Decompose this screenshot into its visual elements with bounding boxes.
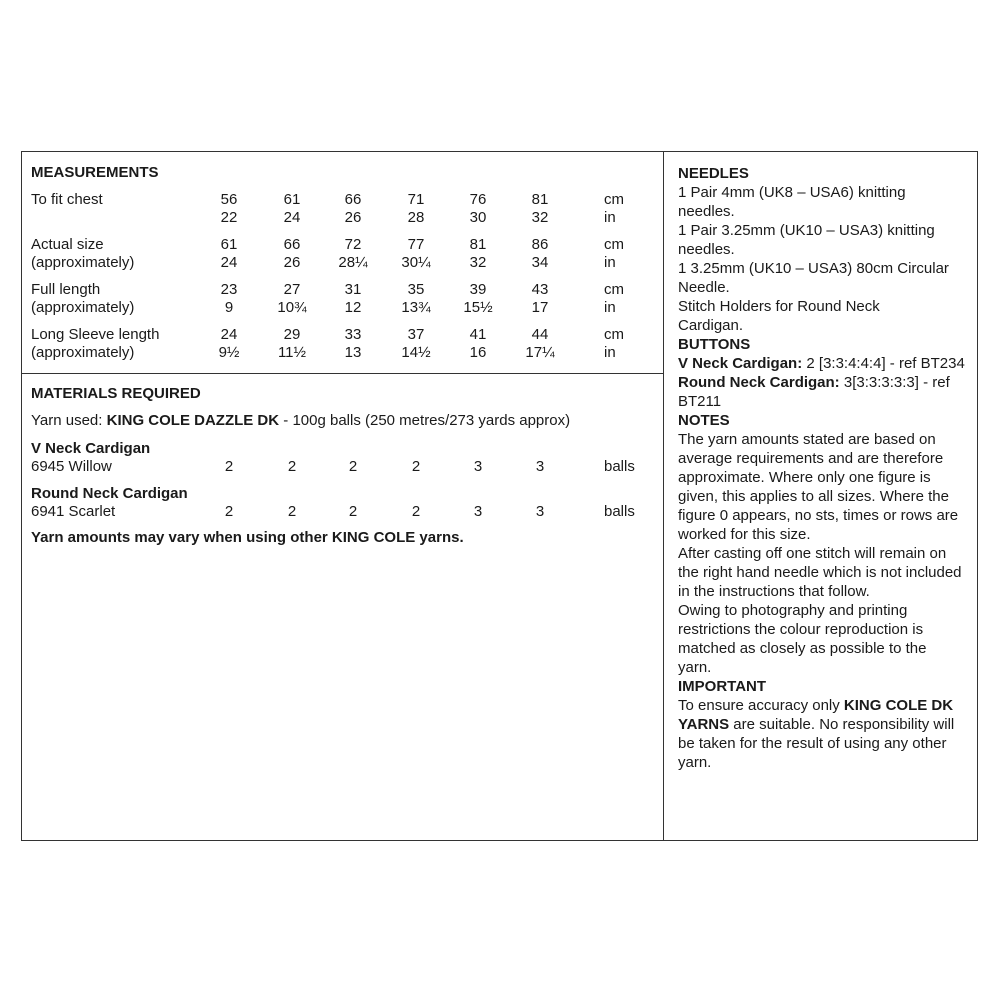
material-heading: V Neck Cardigan (31, 440, 151, 457)
right-column (678, 164, 978, 772)
measurement-in-value: 34 (531, 254, 549, 271)
measurement-cm-value: 61 (220, 236, 238, 253)
measurement-label: Full length (31, 281, 101, 298)
unit-in-label: in (604, 209, 616, 226)
notes-paragraph-2: After casting off one stitch will remain on the right hand needle which is not included in the instructions that follow. (678, 545, 962, 600)
material-balls-value: 3 (535, 503, 545, 520)
measurement-in-value: 16 (469, 344, 487, 361)
pattern-info-box (21, 151, 978, 841)
section-divider (22, 373, 663, 374)
measurement-label: Long Sleeve length (31, 326, 160, 343)
unit-cm-label: cm (604, 281, 624, 298)
buttons-item-2 (678, 373, 978, 411)
measurement-cm-value: 24 (220, 326, 238, 343)
notes-title: NOTES (678, 412, 730, 429)
unit-in-label: in (604, 254, 616, 271)
measurement-in-value: 13 (344, 344, 362, 361)
material-shade: 6945 Willow (31, 458, 112, 475)
needles-line-3: 1 3.25mm (UK10 – USA3) 80cm Circular Needle. (678, 260, 949, 296)
measurement-cm-value: 29 (283, 326, 301, 343)
yarn-name: KING COLE DAZZLE DK (106, 412, 280, 429)
unit-cm-label: cm (604, 236, 624, 253)
material-balls-value: 2 (287, 503, 297, 520)
unit-in-label: in (604, 344, 616, 361)
measurement-label: To fit chest (31, 191, 103, 208)
measurement-in-value: 30 (469, 209, 487, 226)
material-balls-value: 2 (348, 503, 358, 520)
needles-title: NEEDLES (678, 165, 749, 182)
buttons-item-1-label: V Neck Cardigan: (678, 355, 803, 372)
measurement-cm-value: 66 (344, 191, 362, 208)
measurement-cm-value: 37 (407, 326, 425, 343)
measurement-in-value: 24 (283, 209, 301, 226)
notes-paragraph-1: The yarn amounts stated are based on average requirements and are therefore approximate. Where only one figure is given, this applies to all sizes. Where the figure 0 appears, no sts, times or rows are worked for this size. (678, 431, 959, 543)
material-shade: 6941 Scarlet (31, 503, 116, 520)
measurement-in-value: 32 (531, 209, 549, 226)
measurement-in-value: 10¾ (277, 299, 307, 316)
measurement-cm-value: 23 (220, 281, 238, 298)
measurement-cm-value: 81 (469, 236, 487, 253)
important-prefix: To ensure accuracy only (678, 697, 844, 714)
measurement-in-value: 13¾ (401, 299, 431, 316)
measurement-in-value: 15½ (463, 299, 493, 316)
measurement-in-value: 17¼ (525, 344, 555, 361)
measurement-in-value: 28 (407, 209, 425, 226)
material-balls-value: 2 (224, 458, 234, 475)
measurement-cm-value: 33 (344, 326, 362, 343)
measurement-cm-value: 72 (344, 236, 362, 253)
measurement-cm-value: 66 (283, 236, 301, 253)
unit-cm-label: cm (604, 326, 624, 343)
measurement-in-value: 32 (469, 254, 487, 271)
needles-line-4: Stitch Holders for Round Neck Cardigan. (678, 298, 880, 334)
measurement-in-value: 17 (531, 299, 549, 316)
measurement-in-value: 12 (344, 299, 362, 316)
measurement-cm-value: 56 (220, 191, 238, 208)
unit-in-label: in (604, 299, 616, 316)
unit-cm-label: cm (604, 191, 624, 208)
buttons-item-2-text: 3[3:3:3:3:3] - ref BT211 (678, 374, 950, 410)
yarn-used-suffix: - 100g balls (250 metres/273 yards approx) (279, 412, 571, 429)
measurement-cm-value: 27 (283, 281, 301, 298)
material-balls-value: 3 (473, 503, 483, 520)
measurement-in-value: 30¼ (401, 254, 431, 271)
measurement-in-value: 22 (220, 209, 238, 226)
material-balls-value: 2 (287, 458, 297, 475)
buttons-item-1 (678, 354, 968, 373)
measurement-cm-value: 61 (283, 191, 301, 208)
measurement-cm-value: 35 (407, 281, 425, 298)
needles-line-2: 1 Pair 3.25mm (UK10 – USA3) knitting needles. (678, 222, 935, 258)
measurement-in-value: 24 (220, 254, 238, 271)
measurement-cm-value: 41 (469, 326, 487, 343)
material-balls-value: 2 (411, 458, 421, 475)
measurement-sublabel: (approximately) (31, 254, 135, 271)
measurement-cm-value: 71 (407, 191, 425, 208)
measurement-in-value: 11½ (277, 344, 307, 361)
measurement-cm-value: 44 (531, 326, 549, 343)
important-title: IMPORTANT (678, 678, 767, 695)
material-heading: Round Neck Cardigan (31, 485, 188, 502)
buttons-item-2-label: Round Neck Cardigan: (678, 374, 840, 391)
measurement-sublabel: (approximately) (31, 299, 135, 316)
measurement-in-value: 14½ (401, 344, 431, 361)
measurement-label: Actual size (31, 236, 104, 253)
needles-line-1: 1 Pair 4mm (UK8 – USA6) knitting needles. (678, 184, 906, 220)
important-suffix: are suitable. No responsibility will be taken for the result of using any other yarn. (678, 716, 955, 771)
yarn-used-prefix: Yarn used: (31, 412, 107, 429)
measurement-in-value: 26 (283, 254, 301, 271)
material-balls-value: 3 (473, 458, 483, 475)
measurements-title: MEASUREMENTS (31, 164, 159, 181)
measurement-cm-value: 43 (531, 281, 549, 298)
measurement-in-value: 9½ (218, 344, 240, 361)
measurement-cm-value: 39 (469, 281, 487, 298)
materials-title: MATERIALS REQUIRED (31, 385, 201, 402)
yarn-amount-note: Yarn amounts may vary when using other KING COLE yarns. (31, 529, 464, 546)
yarn-used-line (31, 412, 570, 430)
column-divider (663, 152, 664, 840)
measurement-cm-value: 31 (344, 281, 362, 298)
buttons-title: BUTTONS (678, 336, 751, 353)
measurement-cm-value: 77 (407, 236, 425, 253)
buttons-item-1-text: 2 [3:3:4:4:4] - ref BT234 (802, 355, 965, 372)
material-unit: balls (604, 503, 635, 520)
measurement-in-value: 26 (344, 209, 362, 226)
important-text (678, 696, 973, 772)
important-bold: KING COLE DK YARNS (678, 697, 954, 733)
measurement-sublabel: (approximately) (31, 344, 135, 361)
material-balls-value: 2 (411, 503, 421, 520)
material-balls-value: 2 (224, 503, 234, 520)
measurement-cm-value: 81 (531, 191, 549, 208)
measurement-in-value: 28¼ (338, 254, 368, 271)
measurement-cm-value: 86 (531, 236, 549, 253)
measurement-cm-value: 76 (469, 191, 487, 208)
material-balls-value: 3 (535, 458, 545, 475)
measurement-in-value: 9 (224, 299, 234, 316)
material-balls-value: 2 (348, 458, 358, 475)
notes-paragraph-3: Owing to photography and printing restrictions the colour reproduction is matched as closely as possible to the yarn. (678, 602, 927, 676)
material-unit: balls (604, 458, 635, 475)
